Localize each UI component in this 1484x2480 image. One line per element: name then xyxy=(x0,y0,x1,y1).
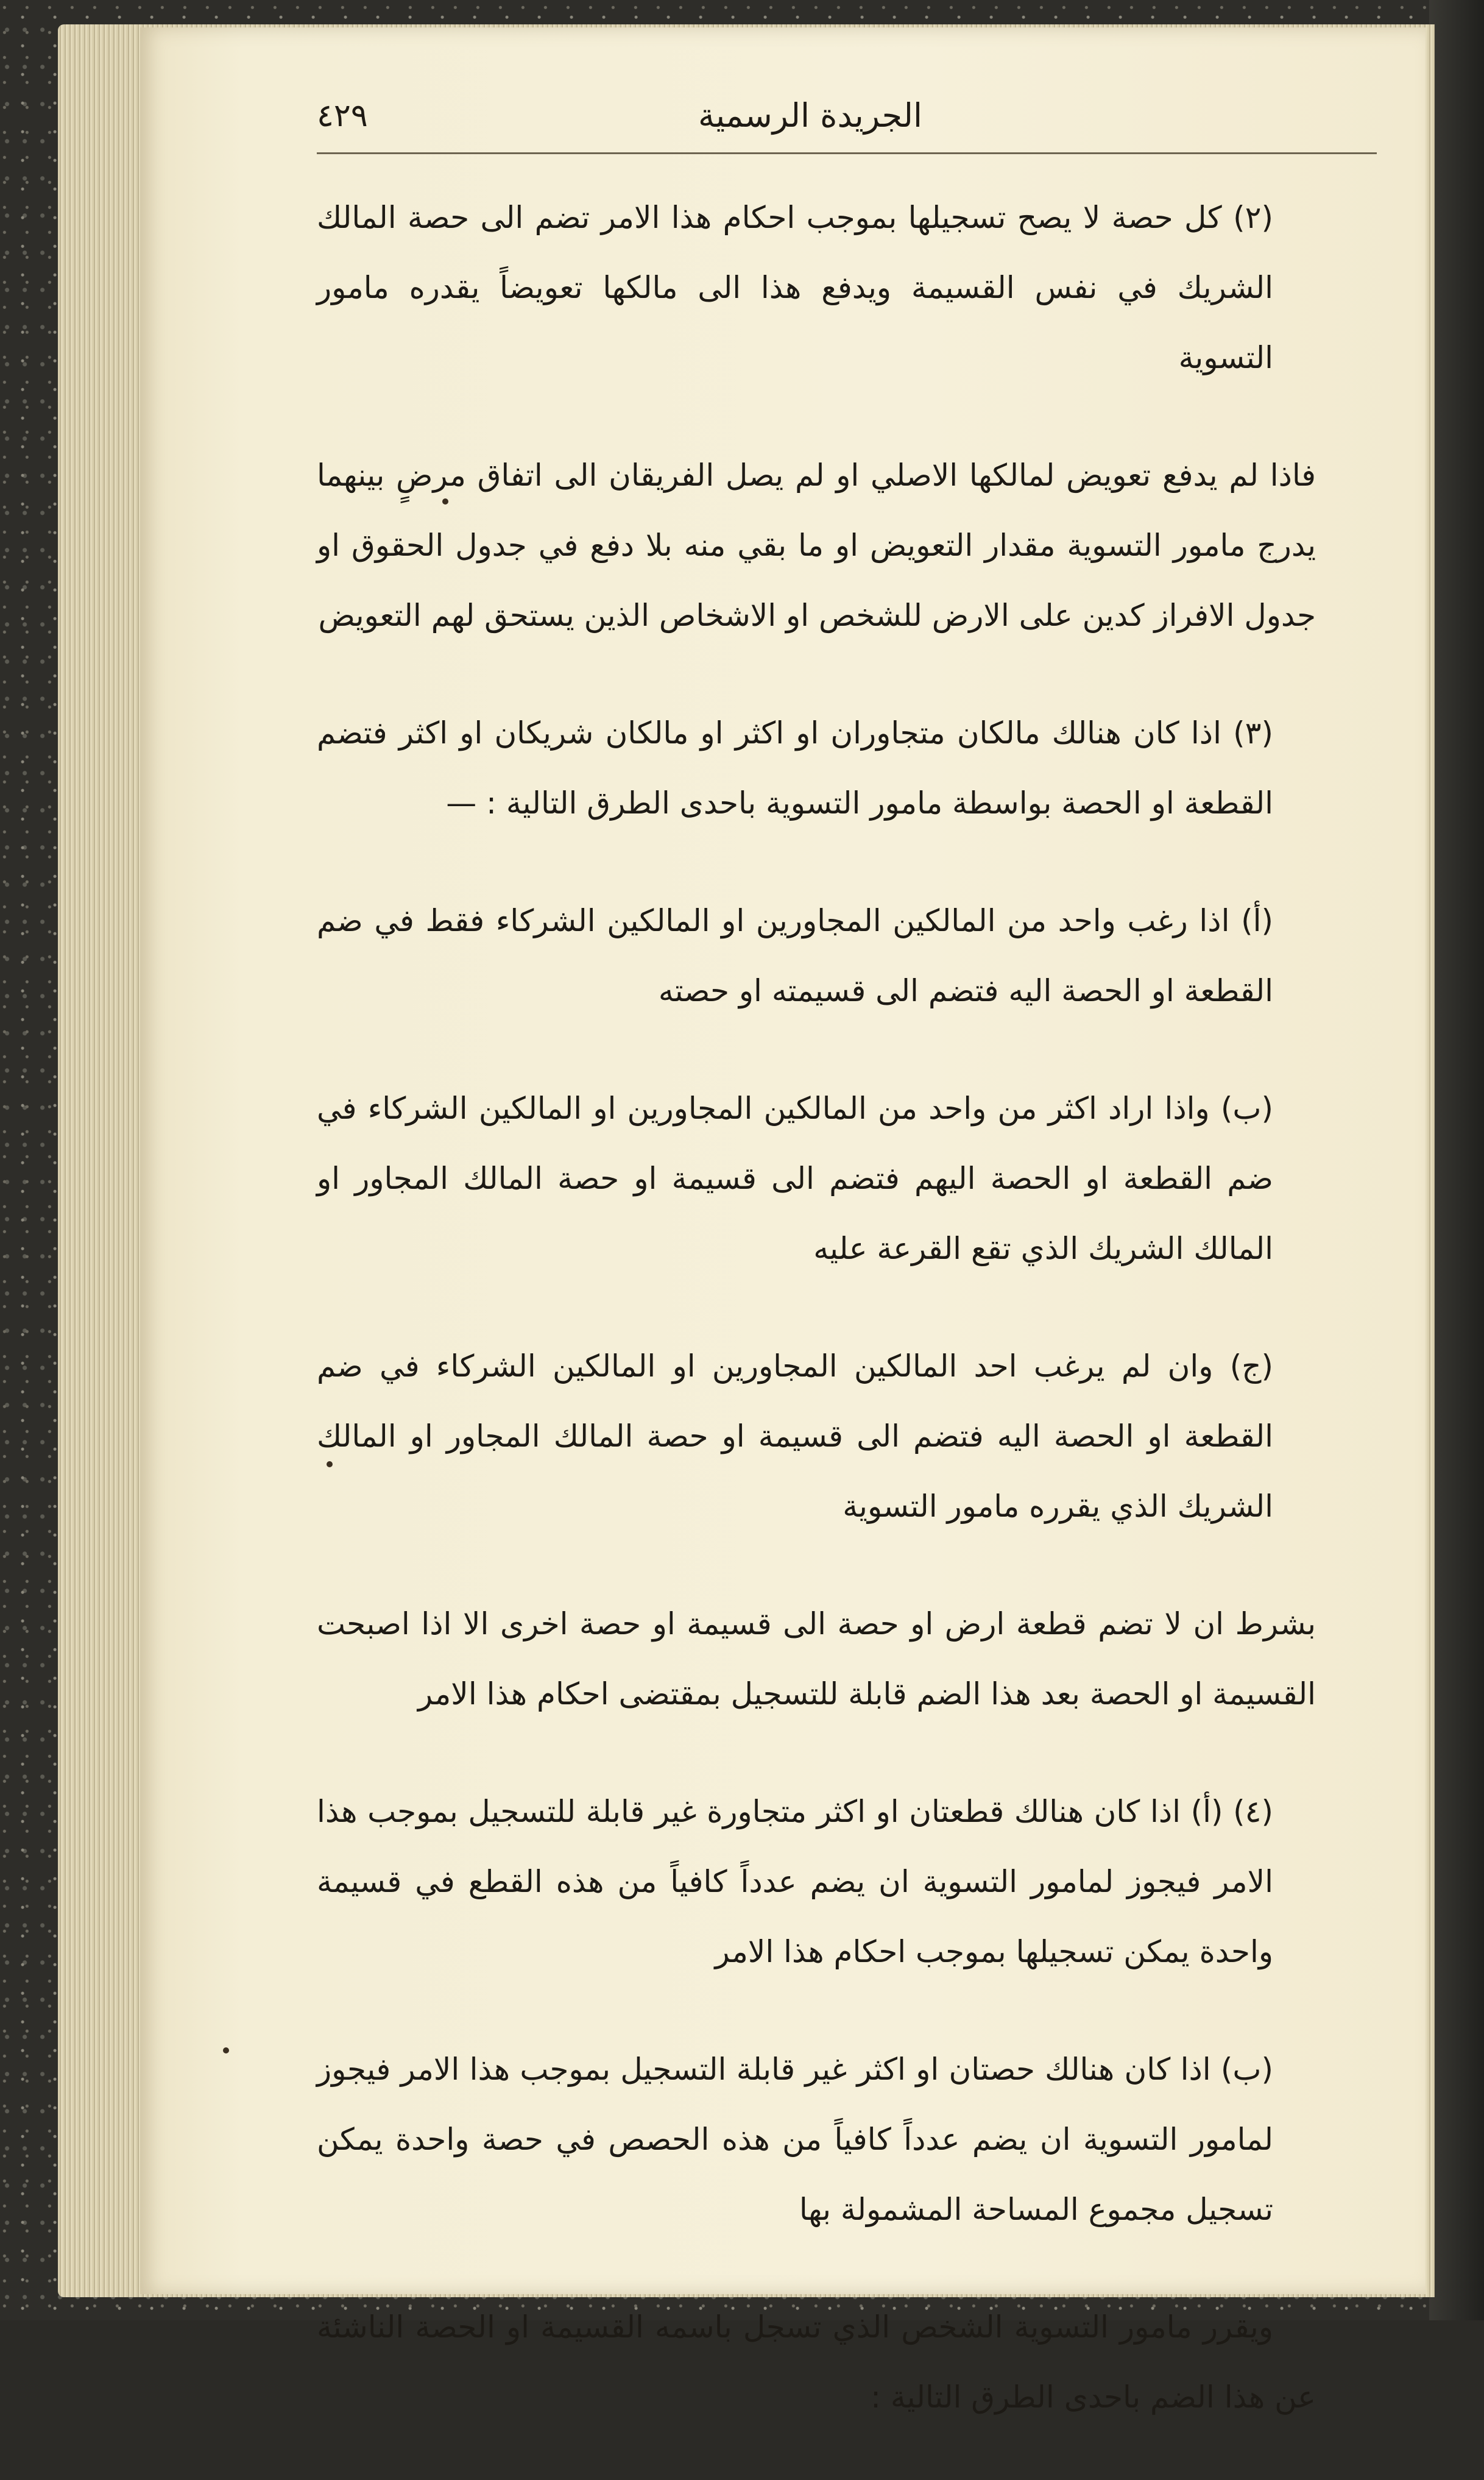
paragraph-clause-2: (٢) كل حصة لا يصح تسجيلها بموجب احكام هذا الامر تضم الى حصة المالك الشريك في نفس القسيمة ويدفع هذا الى مالكها تعويضاً يقدره مامور التسوية xyxy=(317,200,1273,375)
paragraph-clause-3: (٣) اذا كان هنالك مالكان متجاوران او اكثر او مالكان شريكان او اكثر فتضم القطعة او الحصة بواسطة مامور التسوية باحدى الطرق التالية : — xyxy=(317,715,1273,821)
ink-speck xyxy=(327,1461,333,1467)
page-number: ٤٢٩ xyxy=(317,97,368,134)
paragraph-determination: ويقرر مامور التسوية الشخص الذي تسجل باسمه القسيمة او الحصة الناشئة عن هذا الضم باحدى الطرق التالية : xyxy=(317,2309,1316,2415)
paragraph-clause-3a: (أ) اذا رغب واحد من المالكين المجاورين او المالكين الشركاء فقط في ضم القطعة او الحصة اليه فتضم الى قسيمته او حصته xyxy=(317,903,1273,1008)
journal-title: الجريدة الرسمية xyxy=(698,96,922,135)
paragraph-clause-4b: (ب) اذا كان هنالك حصتان او اكثر غير قابلة التسجيل بموجب هذا الامر فيجوز لمامور التسوية ان يضم عدداً كافياً من هذه الحصص في حصة واحدة يمكن تسجيل مجموع المساحة المشمولة بها xyxy=(317,2052,1273,2227)
ink-speck xyxy=(223,2047,229,2053)
paragraph-compensation: فاذا لم يدفع تعويض لمالكها الاصلي او لم يصل الفريقان الى اتفاق مرضٍ بينهما يدرج مامور التسوية مقدار التعويض او ما بقي منه بلا دفع في جدول الحقوق او جدول الافراز كدين على الارض للشخص او الاشخاص الذين يستحق لهم التعويض xyxy=(317,458,1316,633)
book-cover-edge xyxy=(1429,0,1484,2320)
ink-speck xyxy=(442,498,448,505)
paragraph-clause-4a: (٤) (أ) اذا كان هنالك قطعتان او اكثر متجاورة غير قابلة للتسجيل بموجب هذا الامر فيجوز لمامور التسوية ان يضم عدداً كافياً من هذه القطع في قسيمة واحدة يمكن تسجيلها بموجب احكام هذا الامر xyxy=(317,1794,1273,1969)
paragraph-clause-3c: (ج) وان لم يرغب احد المالكين المجاورين او المالكين الشركاء في ضم القطعة او الحصة اليه فتضم الى قسيمة او حصة المالك المجاور او المالك الشريك الذي يقرره مامور التسوية xyxy=(317,1348,1273,1524)
page-header xyxy=(317,85,1377,154)
paragraph-clause-3b: (ب) واذا اراد اكثر من واحد من المالكين المجاورين او المالكين الشركاء في ضم القطعة او الحصة اليهم فتضم الى قسيمة او حصة المالك المجاور او المالك الشريك الذي تقع القرعة عليه xyxy=(317,1091,1273,1266)
paragraph-proviso: بشرط ان لا تضم قطعة ارض او حصة الى قسيمة او حصة اخرى الا اذا اصبحت القسيمة او الحصة بعد هذا الضم قابلة للتسجيل بمقتضى احكام هذا الامر xyxy=(317,1606,1316,1712)
page-body xyxy=(317,183,1316,2480)
